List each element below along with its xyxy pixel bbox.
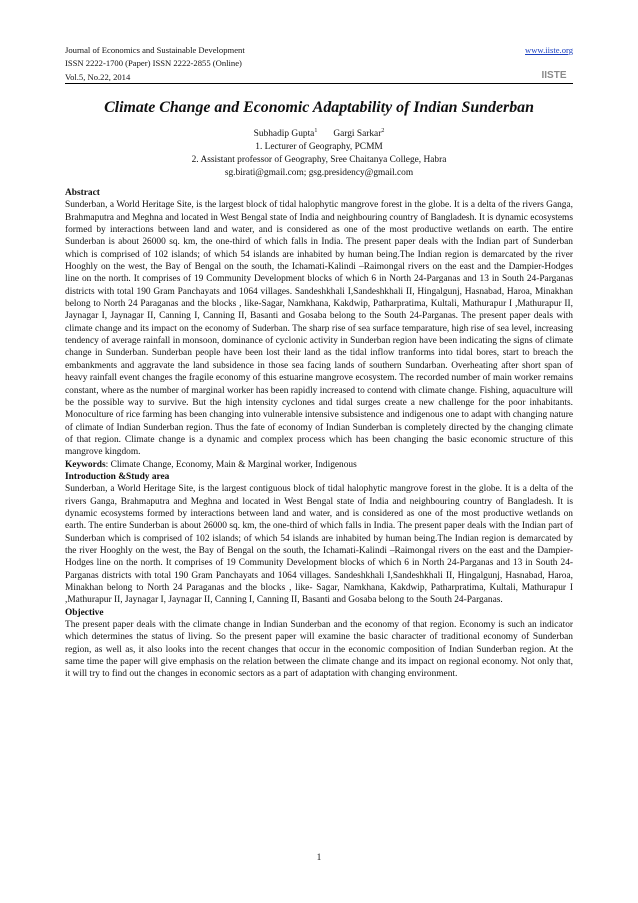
- author-1: Subhadip Gupta: [253, 129, 315, 140]
- affiliation-2: 2. Assistant professor of Geography, Sree Chaitanya College, Habra: [191, 154, 447, 165]
- journal-header: [65, 44, 573, 84]
- paper-body: [65, 187, 573, 681]
- issn-line: ISSN 2222-1700 (Paper) ISSN 2222-2855 (Online): [65, 58, 242, 69]
- abstract-text: Sunderban, a World Heritage Site, is the largest block of tidal halophytic mangrove forest in the globe. It is a delta of the rivers Ganga, Brahmaputra and Meghna and located in West Bengal state of India and neighbouring country of Bangladesh. It is dynamic ecosystems formed by interactions between land and water, and is considered as one of the most productive wetlands on earth. The entire Sunderban is about 26000 sq. km, the one-third of which falls in India. The present paper deals with the Indian part of Sunderban which is comprised of 102 islands; of which 54 islands are inhabited by human being.The Indian region is demarcated by the river Hooghly on the west, the Bay of Bengal on the south, the Ichamati-Kalindi –Raimongal rivers on the east and the Dampier-Hodges line on the north. It comprises of 19 Community Development blocks of which 6 in North 24-Parganas and 13 in South 24-Parganas districts with total 190 Gram Panchayats and 1064 villages. Sandeshkhali I,Sandeshkhali II, Hingalgunj, Hasnabad, Haroa, Minakhan belong to North 24 Paraganas and the blocks , like-Sagar, Namkhana, Kakdwip, Patharpratima, Kultali, Mathurapur I ,Mathurapur II, Jaynagar I, Jaynagar II, Canning I, Canning II, Basanti and Gosaba belong to the South 24-Parganas. The present paper deals with climate change and its impact on the economy of Suderban. The sharp rise of sea surface temparature, high rise of sea level, increasing tendency of average rainfall in monsoon, dominance of cyclonic activity in Sunderban region have been indicating the signs of climate change in Sunderban. Sunderban people have been lost their land as the tidal inflow tranforms into tidal bores, start to breach the embankments and aggravate the land subsidence in those sea facing lands of southern Sundarban. Overheating after short span of heavy rainfall event changes the fragile economy of this estuarine mangrove ecosystem. The recorded number of main worker remains constant, where as the number of marginal worker has been rapidly increased to contend with climate change. Fishing, aquaculture will be the possible way to survive. But the high intensity cyclones and tidal surges create a new challenge for the poor inhabitants. Monoculture of rice farming has been changing into vulnerable intensive subsistence and indigenous one to adapt with changing nature of climate of Indian Sunderban region. Thus the fate of economy of Indian Sunderban is completely directed by the changing climate of that region. Climate change is a dynamic and complex process which has been changing the basic economic structure of this mangrove kingdom.: [65, 200, 573, 458]
- keywords-label: Keywords: [65, 459, 106, 470]
- author-2-sup: 2: [381, 128, 385, 134]
- author-2: Gargi Sarkar: [333, 129, 382, 140]
- author-block: [65, 125, 573, 179]
- keywords-text: : Climate Change, Economy, Main & Marginal worker, Indigenous: [105, 459, 357, 470]
- author-1-sup: 1: [314, 128, 318, 134]
- author-names: [65, 125, 573, 141]
- affiliation-1: 1. Lecturer of Geography, PCMM: [255, 141, 383, 152]
- intro-heading: Introduction &Study area: [65, 471, 170, 482]
- intro-text: Sunderban, a World Heritage Site, is the largest contiguous block of tidal halophytic mangrove forest in the globe. It is a delta of the rivers Ganga, Brahmaputra and Meghna and located in West Bengal state of India and neighbouring country of Bangladesh. It is dynamic ecosystems formed by interactions between land and water, and is considered as one of the most productive wetlands on earth. The entire Sunderban is about 26000 sq. km, the one-third of which falls in India. The present paper deals with the Indian part of Sunderban which is comprised of 102 islands; of which 54 islands are inhabited by human being.The Indian region is demarcated by the river Hooghly on the west, the Bay of Bengal on the south, the Ichamati-Kalindi –Raimongal rivers on the east and the Dampier-Hodges line on the north. It comprises of 19 Community Development blocks of which 6 in North 24-Parganas and 13 in South 24-Parganas districts with total 190 Gram Panchayats and 1064 villages. Sandeshkhali I,Sandeshkhali II, Hingalgunj, Hasnabad, Haroa, Minakhan belong to North 24 Paraganas and the blocks , like- Sagar, Namkhana, Kakdwip, Patharpratima, Kultali, Mathurapur I ,Mathurapur II, Jaynagar I, Jaynagar II, Canning I, Canning II, Basanti and Gosaba belong to the South 24-Parganas.: [65, 484, 573, 606]
- page-number: 1: [316, 853, 322, 863]
- header-rule: [65, 83, 573, 84]
- keywords-line: [65, 459, 573, 471]
- journal-name: Journal of Economics and Sustainable Development: [65, 45, 245, 55]
- logo-text: IISTE: [541, 70, 567, 81]
- paper-title: Climate Change and Economic Adaptability of Indian Sunderban: [104, 99, 534, 116]
- objective-text: The present paper deals with the climate change in Indian Sunderban and the economy of that region. Economy is such an indicator which determines the status of living. So the present paper will examine the basic character of traditional economy of Sunderban region, as well as, it also looks into the recent changes that occur in the economic composition of Indian Sunderban region. At the same time the paper will give emphasis on the relation between the climate change and its impact on regional economy. Not only that, it will try to find out the changes in economic sectors as a part of adaptation with changing environment.: [65, 620, 573, 680]
- iiste-logo: [539, 58, 569, 84]
- objective-heading: Objective: [65, 607, 104, 618]
- author-emails: sg.birati@gmail.com; gsg.presidency@gmail.com: [224, 167, 414, 178]
- journal-url-link[interactable]: www.iiste.org: [525, 45, 573, 55]
- volume-line: Vol.5, No.22, 2014: [65, 71, 131, 82]
- abstract-heading: Abstract: [65, 188, 100, 198]
